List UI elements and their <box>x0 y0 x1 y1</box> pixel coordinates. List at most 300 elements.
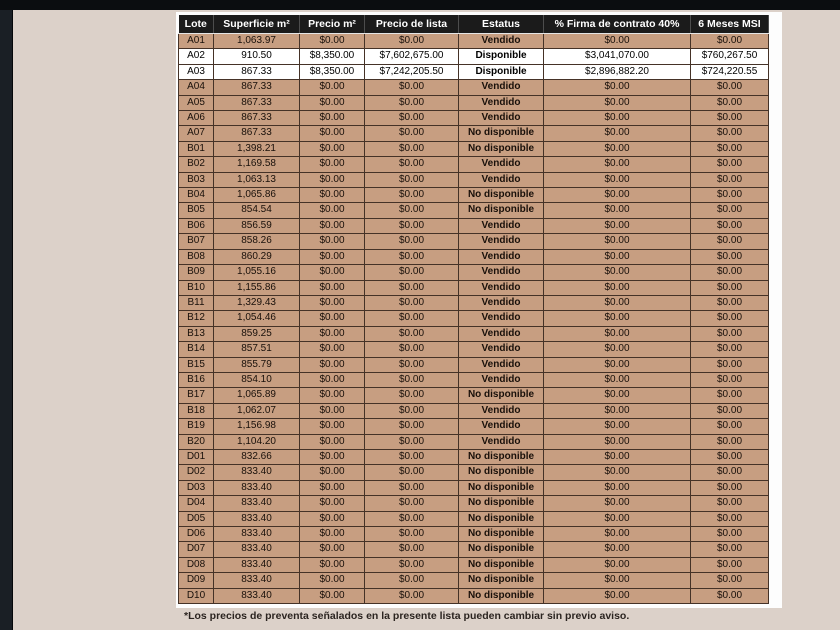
cell-lote: B01 <box>179 141 214 156</box>
cell-precio_m2: $0.00 <box>300 511 365 526</box>
cell-precio_lista: $0.00 <box>365 111 459 126</box>
cell-firma_40: $0.00 <box>544 111 691 126</box>
cell-lote: B07 <box>179 234 214 249</box>
cell-msi_6: $0.00 <box>691 388 769 403</box>
cell-precio_lista: $0.00 <box>365 419 459 434</box>
cell-superficie: 1,062.07 <box>214 403 300 418</box>
cell-precio_m2: $0.00 <box>300 372 365 387</box>
cell-precio_lista: $0.00 <box>365 372 459 387</box>
cell-superficie: 858.26 <box>214 234 300 249</box>
cell-lote: B17 <box>179 388 214 403</box>
cell-firma_40: $0.00 <box>544 34 691 49</box>
column-header: Superficie m² <box>214 15 300 34</box>
cell-superficie: 833.40 <box>214 573 300 588</box>
cell-precio_lista: $0.00 <box>365 311 459 326</box>
cell-superficie: 1,065.89 <box>214 388 300 403</box>
cell-estatus: No disponible <box>459 188 544 203</box>
cell-precio_m2: $0.00 <box>300 311 365 326</box>
table-row <box>179 557 769 572</box>
cell-estatus: Disponible <box>459 49 544 64</box>
cell-precio_lista: $0.00 <box>365 357 459 372</box>
cell-lote: A05 <box>179 95 214 110</box>
cell-superficie: 854.10 <box>214 372 300 387</box>
table-body <box>179 34 769 604</box>
cell-estatus: No disponible <box>459 126 544 141</box>
cell-superficie: 1,169.58 <box>214 157 300 172</box>
cell-precio_m2: $0.00 <box>300 403 365 418</box>
cell-firma_40: $0.00 <box>544 357 691 372</box>
cell-precio_lista: $0.00 <box>365 141 459 156</box>
table-row <box>179 419 769 434</box>
table-row <box>179 449 769 464</box>
cell-estatus: No disponible <box>459 542 544 557</box>
cell-estatus: Vendido <box>459 280 544 295</box>
cell-lote: A02 <box>179 49 214 64</box>
cell-superficie: 1,063.13 <box>214 172 300 187</box>
cell-estatus: No disponible <box>459 141 544 156</box>
cell-estatus: No disponible <box>459 465 544 480</box>
column-header: % Firma de contrato 40% <box>544 15 691 34</box>
cell-msi_6: $0.00 <box>691 480 769 495</box>
cell-estatus: No disponible <box>459 449 544 464</box>
cell-precio_m2: $0.00 <box>300 465 365 480</box>
cell-msi_6: $0.00 <box>691 157 769 172</box>
column-header: Precio m² <box>300 15 365 34</box>
cell-lote: B15 <box>179 357 214 372</box>
cell-precio_m2: $0.00 <box>300 188 365 203</box>
cell-superficie: 1,063.97 <box>214 34 300 49</box>
table-row <box>179 234 769 249</box>
cell-firma_40: $0.00 <box>544 295 691 310</box>
cell-precio_lista: $0.00 <box>365 527 459 542</box>
cell-estatus: Vendido <box>459 218 544 233</box>
table-row <box>179 218 769 233</box>
cell-msi_6: $0.00 <box>691 403 769 418</box>
column-header: Estatus <box>459 15 544 34</box>
table-row <box>179 527 769 542</box>
table-row <box>179 496 769 511</box>
cell-precio_m2: $0.00 <box>300 126 365 141</box>
cell-precio_m2: $0.00 <box>300 557 365 572</box>
cell-precio_lista: $0.00 <box>365 157 459 172</box>
cell-lote: D08 <box>179 557 214 572</box>
header-row <box>179 15 769 34</box>
cell-lote: D02 <box>179 465 214 480</box>
cell-lote: A06 <box>179 111 214 126</box>
cell-msi_6: $0.00 <box>691 203 769 218</box>
cell-firma_40: $0.00 <box>544 511 691 526</box>
top-window-edge <box>0 0 840 10</box>
cell-superficie: 859.25 <box>214 326 300 341</box>
cell-estatus: Vendido <box>459 80 544 95</box>
cell-estatus: Vendido <box>459 311 544 326</box>
cell-precio_lista: $0.00 <box>365 542 459 557</box>
cell-firma_40: $0.00 <box>544 449 691 464</box>
cell-msi_6: $0.00 <box>691 557 769 572</box>
cell-precio_lista: $0.00 <box>365 573 459 588</box>
cell-lote: D09 <box>179 573 214 588</box>
cell-msi_6: $0.00 <box>691 126 769 141</box>
cell-lote: B13 <box>179 326 214 341</box>
cell-precio_m2: $8,350.00 <box>300 49 365 64</box>
left-window-edge <box>0 10 13 630</box>
cell-firma_40: $0.00 <box>544 496 691 511</box>
table-row <box>179 203 769 218</box>
cell-msi_6: $0.00 <box>691 588 769 603</box>
cell-msi_6: $0.00 <box>691 449 769 464</box>
cell-superficie: 833.40 <box>214 542 300 557</box>
cell-superficie: 867.33 <box>214 64 300 79</box>
cell-estatus: Vendido <box>459 172 544 187</box>
cell-msi_6: $0.00 <box>691 234 769 249</box>
cell-precio_lista: $0.00 <box>365 249 459 264</box>
cell-lote: D05 <box>179 511 214 526</box>
cell-precio_lista: $0.00 <box>365 265 459 280</box>
cell-lote: B02 <box>179 157 214 172</box>
cell-precio_m2: $0.00 <box>300 573 365 588</box>
cell-lote: B20 <box>179 434 214 449</box>
cell-lote: D01 <box>179 449 214 464</box>
cell-msi_6: $0.00 <box>691 357 769 372</box>
cell-superficie: 867.33 <box>214 111 300 126</box>
cell-estatus: Vendido <box>459 234 544 249</box>
table-row <box>179 295 769 310</box>
cell-msi_6: $0.00 <box>691 218 769 233</box>
cell-firma_40: $0.00 <box>544 188 691 203</box>
cell-lote: D04 <box>179 496 214 511</box>
cell-estatus: Vendido <box>459 342 544 357</box>
cell-precio_lista: $0.00 <box>365 449 459 464</box>
cell-lote: B03 <box>179 172 214 187</box>
column-header: Lote <box>179 15 214 34</box>
cell-firma_40: $0.00 <box>544 141 691 156</box>
cell-precio_lista: $0.00 <box>365 280 459 295</box>
cell-precio_m2: $0.00 <box>300 80 365 95</box>
cell-precio_m2: $0.00 <box>300 342 365 357</box>
cell-lote: B16 <box>179 372 214 387</box>
cell-firma_40: $0.00 <box>544 527 691 542</box>
cell-estatus: No disponible <box>459 527 544 542</box>
table-row <box>179 126 769 141</box>
cell-superficie: 1,329.43 <box>214 295 300 310</box>
cell-precio_lista: $0.00 <box>365 511 459 526</box>
cell-firma_40: $0.00 <box>544 126 691 141</box>
cell-superficie: 854.54 <box>214 203 300 218</box>
table-row <box>179 542 769 557</box>
cell-msi_6: $0.00 <box>691 188 769 203</box>
cell-firma_40: $0.00 <box>544 419 691 434</box>
cell-superficie: 833.40 <box>214 557 300 572</box>
table-row <box>179 342 769 357</box>
cell-msi_6: $0.00 <box>691 419 769 434</box>
cell-lote: B06 <box>179 218 214 233</box>
cell-firma_40: $0.00 <box>544 280 691 295</box>
cell-msi_6: $0.00 <box>691 542 769 557</box>
cell-precio_lista: $0.00 <box>365 434 459 449</box>
cell-superficie: 867.33 <box>214 126 300 141</box>
cell-superficie: 1,155.86 <box>214 280 300 295</box>
table-row <box>179 111 769 126</box>
table-row <box>179 280 769 295</box>
cell-msi_6: $0.00 <box>691 511 769 526</box>
table-row <box>179 434 769 449</box>
cell-msi_6: $0.00 <box>691 249 769 264</box>
cell-estatus: Vendido <box>459 326 544 341</box>
table-row <box>179 80 769 95</box>
cell-precio_m2: $0.00 <box>300 34 365 49</box>
table-row <box>179 357 769 372</box>
cell-precio_lista: $7,602,675.00 <box>365 49 459 64</box>
cell-precio_m2: $0.00 <box>300 357 365 372</box>
cell-superficie: 856.59 <box>214 218 300 233</box>
cell-precio_lista: $0.00 <box>365 203 459 218</box>
cell-superficie: 833.40 <box>214 496 300 511</box>
cell-estatus: Vendido <box>459 295 544 310</box>
column-header: Precio de lista <box>365 15 459 34</box>
cell-precio_m2: $0.00 <box>300 480 365 495</box>
table-row <box>179 95 769 110</box>
cell-precio_m2: $0.00 <box>300 388 365 403</box>
cell-firma_40: $0.00 <box>544 80 691 95</box>
cell-msi_6: $0.00 <box>691 111 769 126</box>
cell-msi_6: $0.00 <box>691 34 769 49</box>
cell-precio_lista: $0.00 <box>365 95 459 110</box>
cell-precio_m2: $0.00 <box>300 434 365 449</box>
cell-estatus: Vendido <box>459 157 544 172</box>
cell-firma_40: $0.00 <box>544 265 691 280</box>
cell-estatus: Vendido <box>459 111 544 126</box>
cell-precio_lista: $0.00 <box>365 34 459 49</box>
cell-precio_lista: $0.00 <box>365 172 459 187</box>
cell-precio_lista: $0.00 <box>365 465 459 480</box>
cell-estatus: No disponible <box>459 588 544 603</box>
cell-superficie: 833.40 <box>214 588 300 603</box>
cell-msi_6: $0.00 <box>691 265 769 280</box>
cell-superficie: 1,156.98 <box>214 419 300 434</box>
cell-superficie: 1,104.20 <box>214 434 300 449</box>
cell-superficie: 910.50 <box>214 49 300 64</box>
cell-precio_m2: $0.00 <box>300 419 365 434</box>
table-row <box>179 573 769 588</box>
table-row <box>179 372 769 387</box>
cell-precio_m2: $0.00 <box>300 157 365 172</box>
table-row <box>179 34 769 49</box>
price-table <box>178 15 769 604</box>
cell-lote: B09 <box>179 265 214 280</box>
cell-precio_lista: $0.00 <box>365 126 459 141</box>
cell-precio_m2: $0.00 <box>300 295 365 310</box>
cell-firma_40: $0.00 <box>544 434 691 449</box>
cell-superficie: 1,065.86 <box>214 188 300 203</box>
cell-lote: B19 <box>179 419 214 434</box>
cell-firma_40: $0.00 <box>544 172 691 187</box>
cell-lote: D10 <box>179 588 214 603</box>
table-row <box>179 403 769 418</box>
cell-msi_6: $724,220.55 <box>691 64 769 79</box>
cell-precio_lista: $0.00 <box>365 234 459 249</box>
cell-firma_40: $0.00 <box>544 573 691 588</box>
cell-precio_lista: $0.00 <box>365 295 459 310</box>
cell-estatus: Vendido <box>459 357 544 372</box>
cell-precio_lista: $0.00 <box>365 80 459 95</box>
cell-superficie: 857.51 <box>214 342 300 357</box>
cell-precio_m2: $0.00 <box>300 496 365 511</box>
cell-msi_6: $0.00 <box>691 465 769 480</box>
cell-lote: B11 <box>179 295 214 310</box>
cell-firma_40: $3,041,070.00 <box>544 49 691 64</box>
cell-precio_m2: $0.00 <box>300 527 365 542</box>
cell-lote: B14 <box>179 342 214 357</box>
cell-precio_m2: $0.00 <box>300 172 365 187</box>
cell-estatus: Vendido <box>459 372 544 387</box>
cell-precio_m2: $0.00 <box>300 218 365 233</box>
cell-msi_6: $0.00 <box>691 573 769 588</box>
cell-superficie: 833.40 <box>214 511 300 526</box>
cell-precio_m2: $0.00 <box>300 111 365 126</box>
table-row <box>179 49 769 64</box>
cell-precio_m2: $0.00 <box>300 141 365 156</box>
cell-estatus: Vendido <box>459 265 544 280</box>
cell-lote: D06 <box>179 527 214 542</box>
cell-firma_40: $0.00 <box>544 218 691 233</box>
cell-precio_lista: $0.00 <box>365 342 459 357</box>
table-row <box>179 172 769 187</box>
table-row <box>179 388 769 403</box>
cell-lote: A07 <box>179 126 214 141</box>
cell-superficie: 833.40 <box>214 527 300 542</box>
table-row <box>179 141 769 156</box>
table-row <box>179 326 769 341</box>
cell-estatus: Disponible <box>459 64 544 79</box>
cell-precio_lista: $0.00 <box>365 496 459 511</box>
cell-firma_40: $0.00 <box>544 388 691 403</box>
cell-precio_lista: $0.00 <box>365 326 459 341</box>
cell-firma_40: $0.00 <box>544 372 691 387</box>
cell-msi_6: $0.00 <box>691 372 769 387</box>
cell-lote: B05 <box>179 203 214 218</box>
cell-estatus: No disponible <box>459 388 544 403</box>
cell-superficie: 832.66 <box>214 449 300 464</box>
cell-firma_40: $0.00 <box>544 588 691 603</box>
cell-firma_40: $0.00 <box>544 557 691 572</box>
cell-firma_40: $0.00 <box>544 542 691 557</box>
cell-precio_lista: $0.00 <box>365 188 459 203</box>
cell-precio_m2: $0.00 <box>300 249 365 264</box>
cell-precio_m2: $0.00 <box>300 588 365 603</box>
table-row <box>179 64 769 79</box>
cell-firma_40: $0.00 <box>544 249 691 264</box>
cell-firma_40: $0.00 <box>544 342 691 357</box>
cell-estatus: Vendido <box>459 403 544 418</box>
cell-firma_40: $0.00 <box>544 465 691 480</box>
cell-msi_6: $0.00 <box>691 527 769 542</box>
cell-msi_6: $0.00 <box>691 311 769 326</box>
cell-firma_40: $0.00 <box>544 95 691 110</box>
table-row <box>179 480 769 495</box>
cell-precio_m2: $0.00 <box>300 326 365 341</box>
cell-msi_6: $0.00 <box>691 434 769 449</box>
cell-precio_m2: $0.00 <box>300 542 365 557</box>
cell-precio_m2: $0.00 <box>300 449 365 464</box>
cell-precio_lista: $0.00 <box>365 557 459 572</box>
table-row <box>179 465 769 480</box>
table-row <box>179 311 769 326</box>
cell-superficie: 1,054.46 <box>214 311 300 326</box>
cell-estatus: Vendido <box>459 95 544 110</box>
cell-firma_40: $0.00 <box>544 480 691 495</box>
cell-lote: B04 <box>179 188 214 203</box>
cell-firma_40: $0.00 <box>544 234 691 249</box>
cell-lote: A04 <box>179 80 214 95</box>
cell-superficie: 867.33 <box>214 95 300 110</box>
cell-msi_6: $0.00 <box>691 141 769 156</box>
cell-firma_40: $0.00 <box>544 326 691 341</box>
cell-precio_lista: $7,242,205.50 <box>365 64 459 79</box>
cell-firma_40: $0.00 <box>544 203 691 218</box>
cell-lote: D07 <box>179 542 214 557</box>
cell-firma_40: $2,896,882.20 <box>544 64 691 79</box>
cell-firma_40: $0.00 <box>544 157 691 172</box>
table-row <box>179 265 769 280</box>
column-header: 6 Meses MSI <box>691 15 769 34</box>
cell-precio_m2: $0.00 <box>300 280 365 295</box>
cell-lote: A03 <box>179 64 214 79</box>
cell-superficie: 867.33 <box>214 80 300 95</box>
cell-firma_40: $0.00 <box>544 403 691 418</box>
cell-precio_lista: $0.00 <box>365 388 459 403</box>
cell-precio_lista: $0.00 <box>365 218 459 233</box>
cell-msi_6: $0.00 <box>691 496 769 511</box>
cell-estatus: Vendido <box>459 419 544 434</box>
cell-msi_6: $0.00 <box>691 280 769 295</box>
cell-msi_6: $0.00 <box>691 80 769 95</box>
table-row <box>179 157 769 172</box>
cell-estatus: Vendido <box>459 434 544 449</box>
cell-precio_m2: $0.00 <box>300 95 365 110</box>
cell-superficie: 833.40 <box>214 480 300 495</box>
table-row <box>179 588 769 603</box>
cell-superficie: 833.40 <box>214 465 300 480</box>
cell-msi_6: $0.00 <box>691 295 769 310</box>
cell-lote: D03 <box>179 480 214 495</box>
cell-lote: B18 <box>179 403 214 418</box>
cell-estatus: No disponible <box>459 480 544 495</box>
cell-estatus: No disponible <box>459 203 544 218</box>
cell-firma_40: $0.00 <box>544 311 691 326</box>
cell-msi_6: $760,267.50 <box>691 49 769 64</box>
cell-superficie: 1,055.16 <box>214 265 300 280</box>
cell-estatus: No disponible <box>459 557 544 572</box>
cell-msi_6: $0.00 <box>691 342 769 357</box>
cell-precio_lista: $0.00 <box>365 588 459 603</box>
cell-lote: A01 <box>179 34 214 49</box>
cell-estatus: Vendido <box>459 249 544 264</box>
footnote: *Los precios de preventa señalados en la presente lista pueden cambiar sin previo aviso. <box>184 610 630 622</box>
cell-lote: B08 <box>179 249 214 264</box>
cell-precio_lista: $0.00 <box>365 480 459 495</box>
table-row <box>179 511 769 526</box>
cell-superficie: 1,398.21 <box>214 141 300 156</box>
cell-estatus: No disponible <box>459 511 544 526</box>
cell-lote: B12 <box>179 311 214 326</box>
cell-msi_6: $0.00 <box>691 172 769 187</box>
cell-lote: B10 <box>179 280 214 295</box>
cell-msi_6: $0.00 <box>691 95 769 110</box>
cell-precio_lista: $0.00 <box>365 403 459 418</box>
cell-estatus: No disponible <box>459 573 544 588</box>
cell-estatus: No disponible <box>459 496 544 511</box>
cell-precio_m2: $0.00 <box>300 234 365 249</box>
